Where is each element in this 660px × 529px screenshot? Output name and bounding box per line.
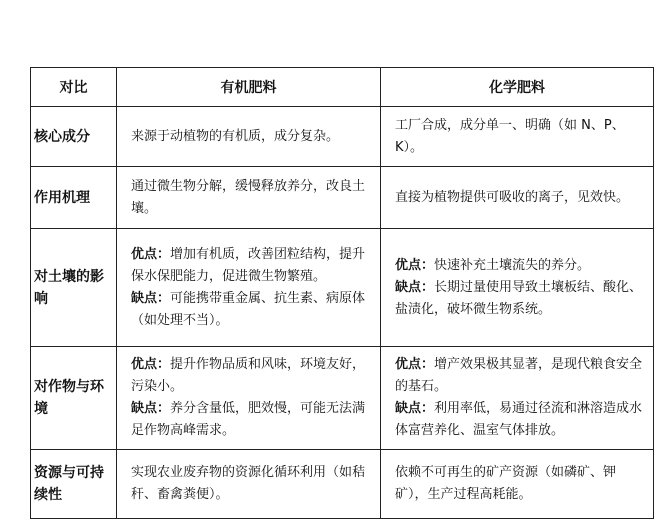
table-header-row (31, 68, 654, 107)
organic-soil-cons (131, 288, 374, 332)
table-row (31, 229, 654, 347)
organic-crop-environment (117, 347, 381, 450)
cons-label: 缺点： (131, 401, 171, 416)
chemical-mechanism: 直接为植物提供可吸收的离子，见效快。 (381, 167, 654, 229)
table-row (31, 167, 654, 229)
row-label-core-components: 核心成分 (31, 107, 117, 167)
header-compare: 对比 (31, 68, 117, 107)
organic-sustainability: 实现农业废弃物的资源化循环利用（如秸秆、畜禽粪便）。 (117, 450, 381, 519)
row-label-mechanism: 作用机理 (31, 167, 117, 229)
organic-mechanism: 通过微生物分解，缓慢释放养分，改良土壤。 (117, 167, 381, 229)
pros-label: 优点： (131, 357, 171, 372)
fertilizer-comparison-table (30, 67, 654, 519)
table-row (31, 107, 654, 167)
chemical-core-components: 工厂合成，成分单一、明确（如 N、P、K）。 (381, 107, 654, 167)
table-row (31, 347, 654, 450)
cons-text: 长期过量使用导致土壤板结、酸化、盐渍化，破坏微生物系统。 (395, 279, 643, 317)
cons-text: 可能携带重金属、抗生素、病原体（如处理不当）。 (131, 290, 366, 328)
chemical-crop-cons (395, 398, 647, 442)
chemical-soil-pros (395, 255, 647, 277)
chemical-sustainability: 依赖不可再生的矿产资源（如磷矿、钾矿），生产过程高耗能。 (381, 450, 654, 519)
cons-label: 缺点： (395, 401, 435, 416)
pros-text: 增产效果极其显著，是现代粮食安全的基石。 (395, 357, 643, 394)
chemical-crop-pros (395, 354, 647, 398)
chemical-soil-cons (395, 277, 647, 321)
pros-label: 优点： (131, 246, 171, 262)
pros-label: 优点： (395, 357, 435, 372)
row-label-sustainability: 资源与可持续性 (31, 450, 117, 519)
table-row (31, 450, 654, 519)
chemical-crop-environment (381, 347, 654, 450)
organic-crop-pros (131, 354, 374, 398)
organic-soil-impact (117, 229, 381, 347)
organic-crop-cons (131, 398, 374, 442)
cons-text: 养分含量低，肥效慢，可能无法满足作物高峰需求。 (131, 401, 366, 438)
organic-core-components: 来源于动植物的有机质，成分复杂。 (117, 107, 381, 167)
pros-text: 增加有机质，改善团粒结构，提升保水保肥能力，促进微生物繁殖。 (131, 246, 366, 284)
header-organic-fertilizer: 有机肥料 (117, 68, 381, 107)
chemical-soil-impact (381, 229, 654, 347)
cons-label: 缺点： (131, 290, 171, 306)
header-chemical-fertilizer: 化学肥料 (381, 68, 654, 107)
organic-soil-pros (131, 244, 374, 288)
cons-text: 利用率低，易通过径流和淋溶造成水体富营养化、温室气体排放。 (395, 401, 643, 438)
row-label-crop-environment: 对作物与环境 (31, 347, 117, 450)
row-label-soil-impact: 对土壤的影响 (31, 229, 117, 347)
pros-text: 快速补充土壤流失的养分。 (434, 257, 591, 273)
pros-label: 优点： (395, 257, 435, 273)
pros-text: 提升作物品质和风味，环境友好，污染小。 (131, 357, 366, 394)
cons-label: 缺点： (395, 279, 435, 295)
